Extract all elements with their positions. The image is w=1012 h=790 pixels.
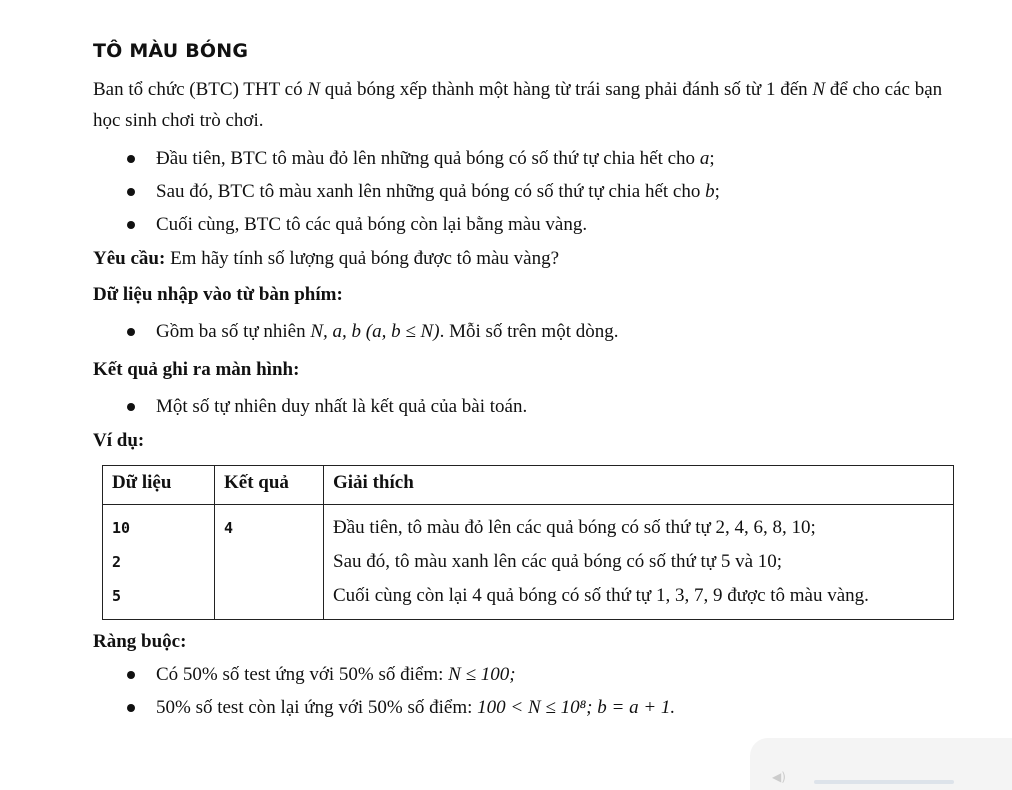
step-text: Cuối cùng, BTC tô các quả bóng còn lại bằng màu vàng. bbox=[156, 214, 588, 235]
list-item bbox=[93, 315, 963, 348]
header-explanation: Giải thích bbox=[324, 466, 954, 505]
constraint-math: N ≤ 100; bbox=[448, 664, 516, 685]
progress-bar bbox=[814, 780, 954, 784]
media-control-overlay bbox=[750, 738, 1012, 790]
intro-var-n: N bbox=[307, 79, 321, 100]
list-item bbox=[93, 658, 963, 691]
intro-text-2: quả bóng xếp thành một hàng từ trái sang phải đánh số từ 1 đến bbox=[320, 79, 813, 100]
header-input: Dữ liệu bbox=[103, 466, 215, 505]
requirement bbox=[93, 243, 963, 275]
constraint-math: 100 < N ≤ 10⁸; b = a + 1. bbox=[477, 697, 676, 718]
list-item bbox=[93, 208, 963, 241]
step-end: ; bbox=[714, 181, 720, 202]
step-text: Sau đó, BTC tô màu xanh lên những quả bóng có số thứ tự chia hết cho bbox=[156, 181, 706, 202]
input-line: 2 bbox=[112, 553, 122, 571]
step-end: ; bbox=[709, 148, 715, 169]
constraints-label: Ràng buộc: bbox=[93, 631, 187, 652]
list-item bbox=[93, 691, 963, 724]
constraint-text: Có 50% số test ứng với 50% số điểm: bbox=[156, 664, 449, 685]
input-line: 10 bbox=[112, 519, 131, 537]
output-text: Một số tự nhiên duy nhất là kết quả của bài toán. bbox=[156, 396, 528, 417]
document bbox=[93, 40, 963, 726]
step-var: a bbox=[699, 148, 710, 169]
table-row bbox=[103, 505, 954, 620]
requirement-text: Em hãy tính số lượng quả bóng được tô màu vàng? bbox=[165, 248, 560, 269]
list-item bbox=[93, 175, 963, 208]
step-var: b bbox=[705, 181, 715, 202]
problem-title: TÔ MÀU BÓNG bbox=[93, 40, 249, 62]
intro-paragraph bbox=[93, 74, 963, 136]
output-list bbox=[93, 390, 963, 423]
example-explanation-cell bbox=[324, 505, 954, 620]
intro-var-n2: N bbox=[812, 79, 826, 100]
example-table bbox=[102, 465, 954, 620]
constraints-list bbox=[93, 658, 963, 724]
input-math: N, a, b (a, b ≤ N) bbox=[310, 321, 440, 342]
requirement-label: Yêu cầu: bbox=[93, 248, 166, 269]
header-output: Kết quả bbox=[215, 466, 324, 505]
table-header-row bbox=[103, 466, 954, 505]
output-section-label: Kết quả ghi ra màn hình: bbox=[93, 359, 300, 380]
example-output-cell: 4 bbox=[215, 505, 324, 620]
example-input-cell bbox=[103, 505, 215, 620]
input-end: . Mỗi số trên một dòng. bbox=[439, 321, 619, 342]
explanation-line: Cuối cùng còn lại 4 quả bóng có số thứ tự 1, 3, 7, 9 được tô màu vàng. bbox=[333, 585, 869, 606]
example-label: Ví dụ: bbox=[93, 430, 145, 451]
speaker-icon: ◀) bbox=[772, 770, 786, 784]
list-item bbox=[93, 390, 963, 423]
intro-text-1: Ban tổ chức (BTC) THT có bbox=[93, 79, 308, 100]
intro-text-3: để cho các bạn học sinh chơi trò chơi. bbox=[93, 79, 943, 131]
input-section-label: Dữ liệu nhập vào từ bàn phím: bbox=[93, 284, 343, 305]
list-item bbox=[93, 142, 963, 175]
constraint-text: 50% số test còn lại ứng với 50% số điểm: bbox=[156, 697, 478, 718]
explanation-line: Đầu tiên, tô màu đỏ lên các quả bóng có số thứ tự 2, 4, 6, 8, 10; bbox=[333, 517, 816, 538]
step-text: Đầu tiên, BTC tô màu đỏ lên những quả bóng có số thứ tự chia hết cho bbox=[156, 148, 700, 169]
explanation-line: Sau đó, tô màu xanh lên các quả bóng có số thứ tự 5 và 10; bbox=[333, 551, 783, 572]
input-list bbox=[93, 315, 963, 348]
input-line: 5 bbox=[112, 587, 122, 605]
input-text: Gồm ba số tự nhiên bbox=[156, 321, 311, 342]
steps-list bbox=[93, 142, 963, 241]
